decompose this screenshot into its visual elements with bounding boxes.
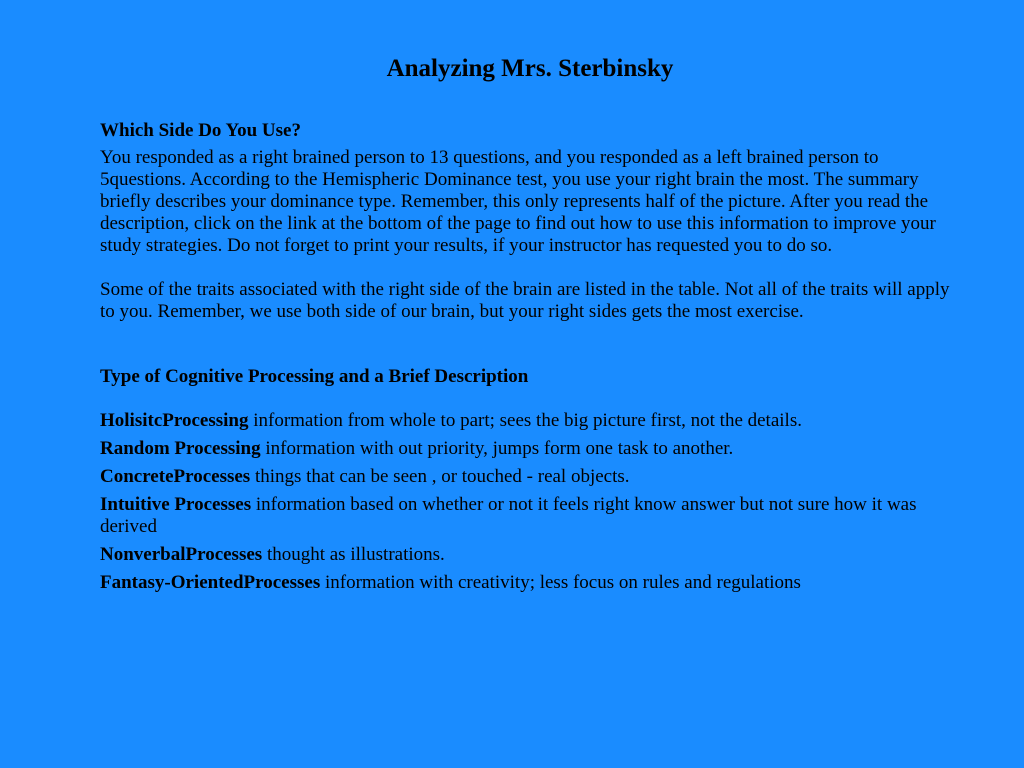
trait-name: Fantasy-OrientedProcesses (100, 572, 321, 593)
trait-fantasy (100, 572, 962, 594)
trait-name: Random Processing (100, 438, 261, 459)
processing-type-heading: Type of Cognitive Processing and a Brief Description (100, 366, 529, 387)
trait-random (100, 438, 962, 460)
trait-description: thought as illustrations. (262, 544, 445, 565)
trait-name: ConcreteProcesses (100, 466, 251, 487)
trait-name: Intuitive Processes (100, 494, 252, 515)
trait-name: NonverbalProcesses (100, 544, 263, 565)
slide-content (100, 120, 962, 600)
trait-description: information with creativity; less focus on rules and regulations (320, 572, 801, 593)
result-paragraph: You responded as a right brained person to 13 questions, and you responded as a left brained person to 5questions. According to the Hemispheric Dominance test, you use your right brain the most. The summary briefly describes your dominance type. Remember, this only represents half of the picture. After you read the description, click on the link at the bottom of the page to find out how to use this information to improve your study strategies. Do not forget to print your results, if your instructor has requested you to do so. (100, 147, 936, 256)
trait-nonverbal (100, 544, 962, 566)
trait-description: information from whole to part; sees the big picture first, not the details. (248, 410, 802, 431)
trait-holistic (100, 410, 962, 432)
trait-description: information based on whether or not it feels right know answer but not sure how it was derived (100, 494, 917, 537)
trait-name: HolisitcProcessing (100, 410, 249, 431)
trait-concrete (100, 466, 962, 488)
trait-description: things that can be seen , or touched - real objects. (250, 466, 630, 487)
trait-intuitive (100, 494, 962, 538)
traits-intro-paragraph: Some of the traits associated with the right side of the brain are listed in the table. Not all of the traits will apply to you. Remember, we use both side of our brain, but your right sides gets the most exercise. (100, 279, 950, 322)
trait-description: information with out priority, jumps form one task to another. (260, 438, 734, 459)
traits-list (100, 410, 962, 594)
section-heading: Which Side Do You Use? (100, 120, 301, 141)
slide-title: Analyzing Mrs. Sterbinsky (386, 55, 674, 82)
